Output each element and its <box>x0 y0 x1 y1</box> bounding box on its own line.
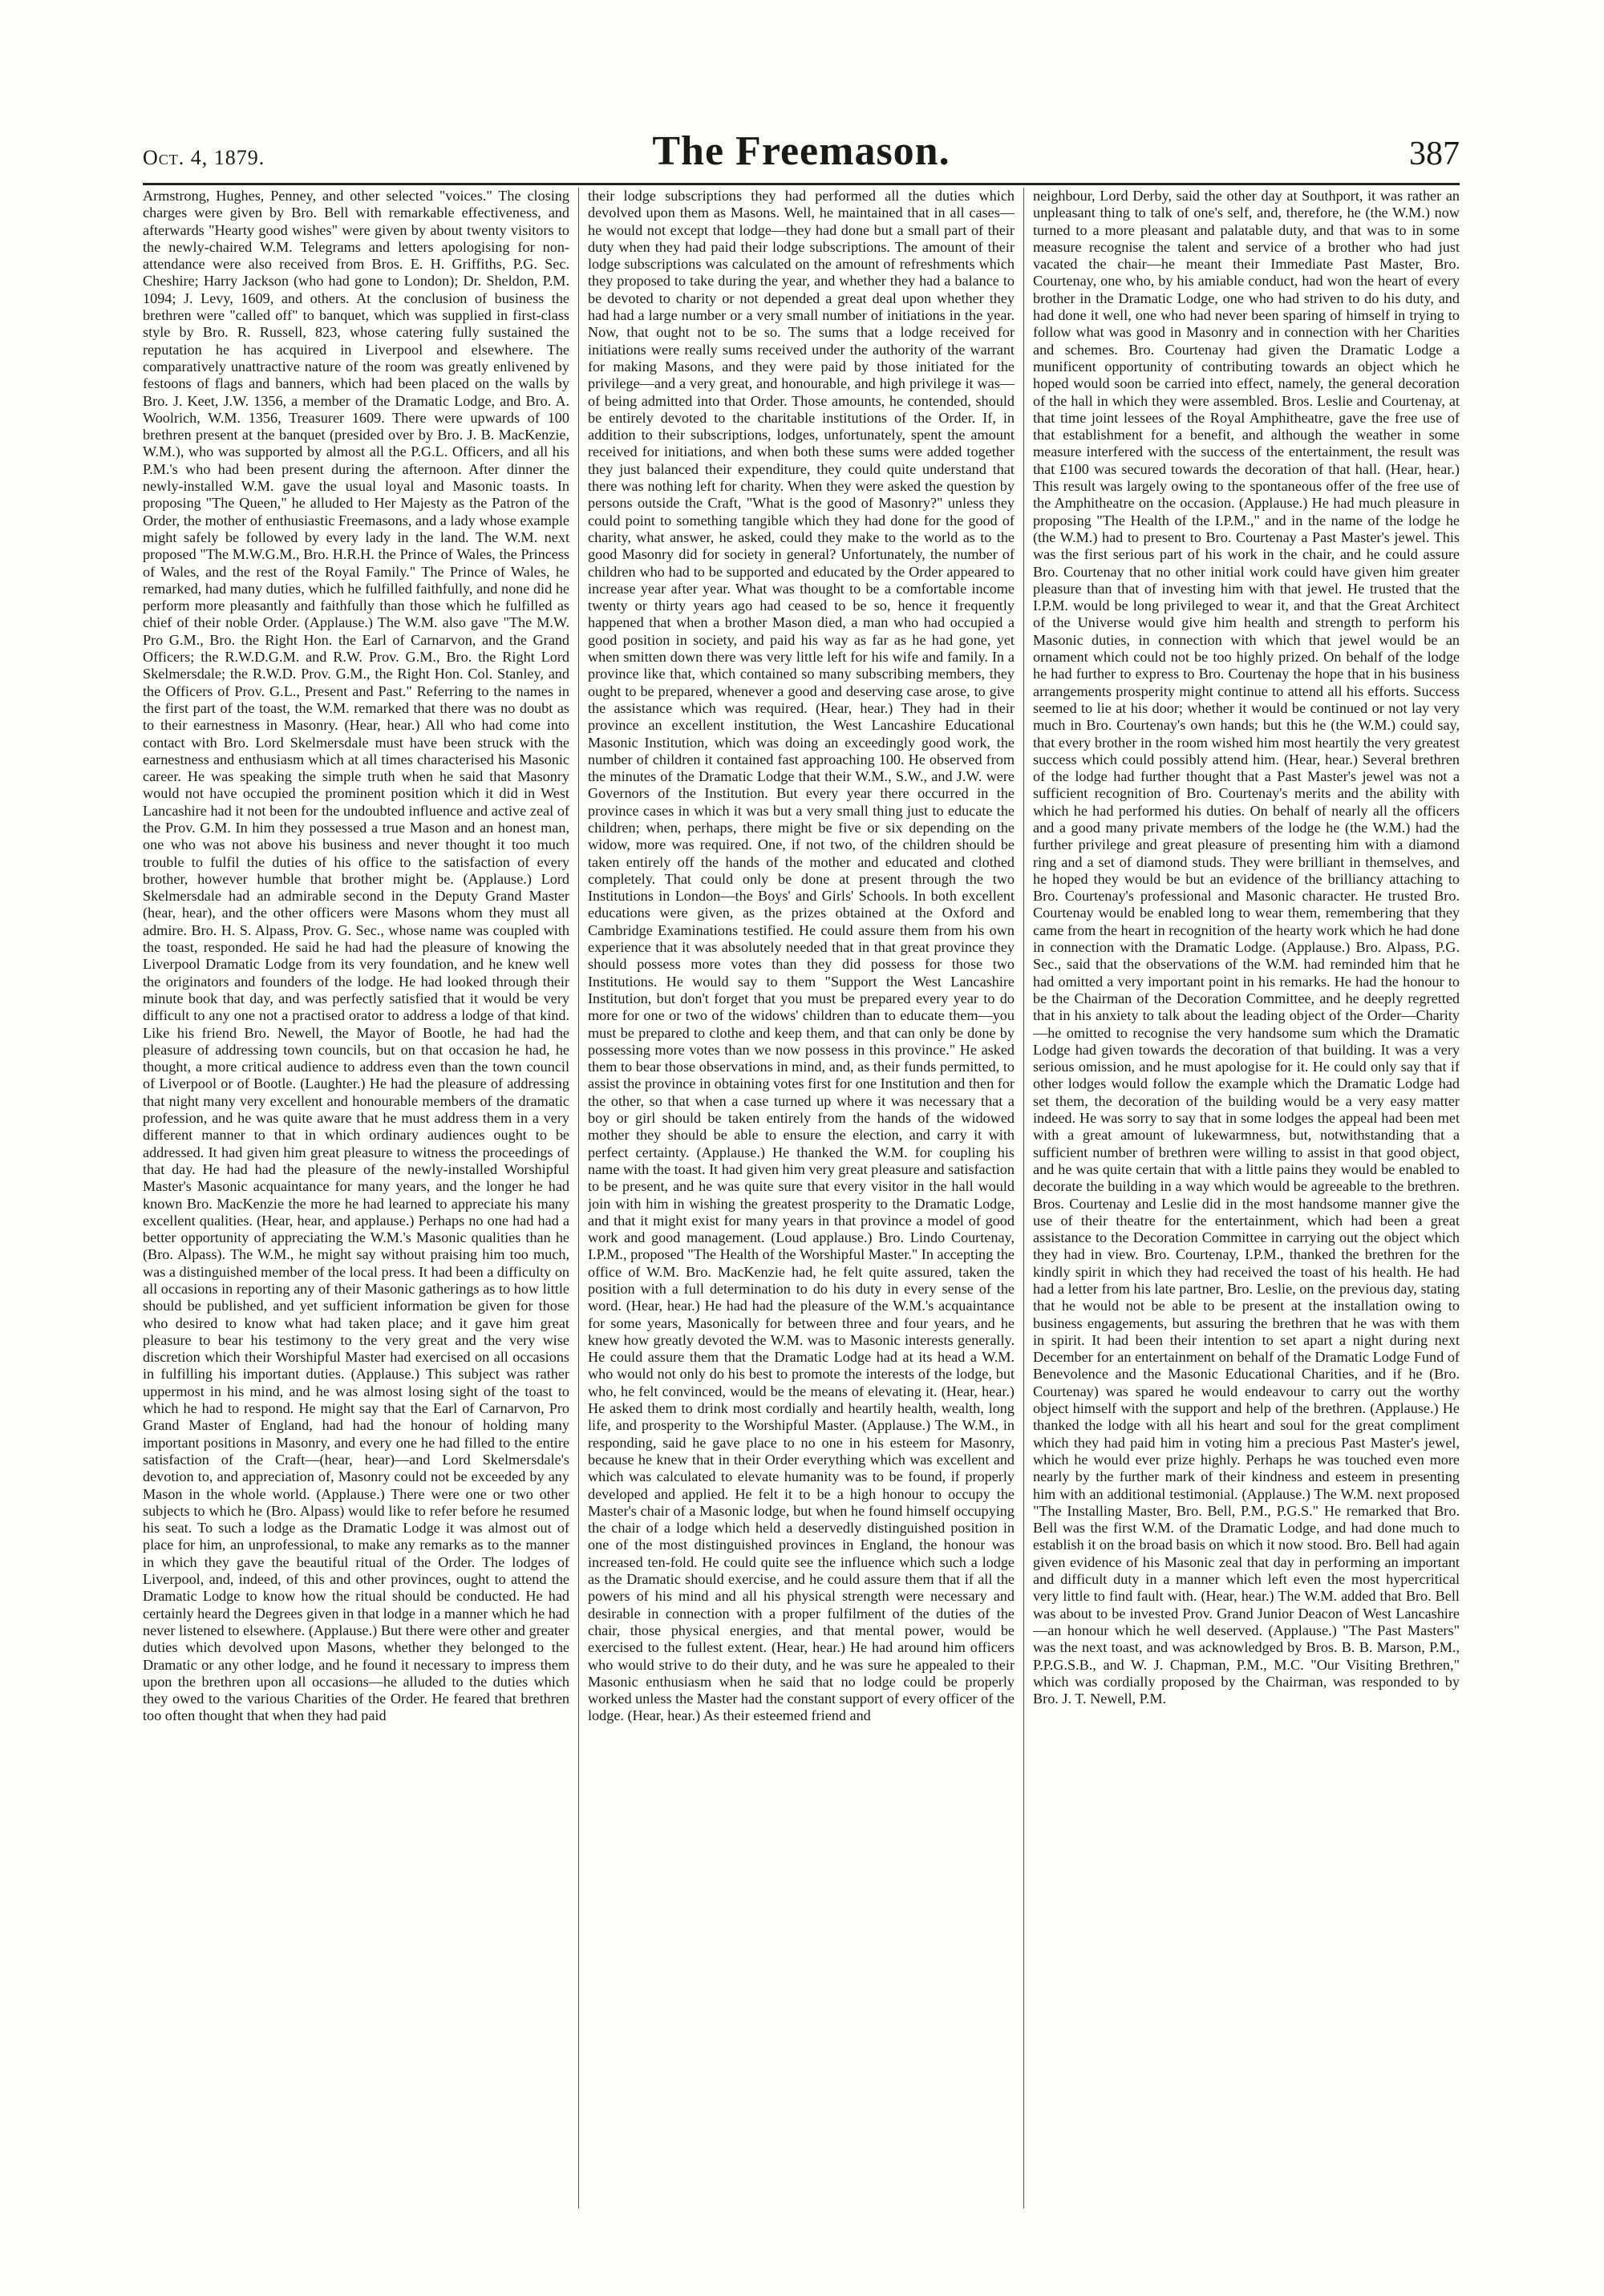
column-divider <box>578 188 579 2209</box>
column-3-text: neighbour, Lord Derby, said the other day at Southport, it was rather an unpleasant thing to talk of one's self, and, therefore, he (the W.M.) now turned to a more pleasant and palatable duty, and that was to in some measure recognise the talent and service of a brother who had just vacated the chair—he meant their Immediate Past Master, Bro. Courtenay, one who, by his amiable conduct, had won the heart of every brother in the Dramatic Lodge, one who had striven to do his duty, and had done it well, one who had never been sparing of himself in trying to follow what was good in Masonry and in connection with her Charities and schemes. Bro. Courtenay had given the Dramatic Lodge a munificent opportunity of contributing towards an object which he hoped would soon be carried into effect, namely, the general decoration of the hall in which they were assembled. Bros. Leslie and Courtenay, at that time joint lessees of the Royal Amphitheatre, gave the free use of that establishment for a benefit, and although the weather in some measure interfered with the success of the entertainment, the result was that £100 was secured towards the decoration of that hall. (Hear, hear.) This result was largely owing to the spontaneous offer of the free use of the Amphitheatre on the occasion. (Applause.) He had much pleasure in proposing "The Health of the I.P.M.," and in the name of the lodge he (the W.M.) had to present to Bro. Courtenay a Past Master's jewel. This was the first serious part of his work in the chair, and he could assure Bro. Courtenay that no other initial work could have given him greater pleasure than that of investing him with that jewel. He trusted that the I.P.M. would be long privileged to wear it, and that the Great Architect of the Universe would give him health and strength to perform his Masonic duties, in connection with which that jewel would be an ornament which could not be too highly prized. On behalf of the lodge he had further to express to Bro. Courtenay the hope that in his business arrangements prosperity might continue to attend all his efforts. Success seemed to lie at his door; whether it would be continued or not lay very much in Bro. Courtenay's own hands; but this he (the W.M.) could say, that every brother in the room wished him most heartily the very greatest success which could possibly attend him. (Hear, hear.) Several brethren of the lodge had further thought that a Past Master's jewel was not a sufficient recognition of Bro. Courtenay's merits and the ability with which he had performed his duties. On behalf of nearly all the officers and a good many private members of the lodge he (the W.M.) had the further privilege and great pleasure of presenting him with a diamond ring and a set of diamond studs. They were brilliant in themselves, and he hoped they would be but an evidence of the brilliancy attaching to Bro. Courtenay's professional and Masonic character. He trusted Bro. Courtenay would be enabled long to wear them, remembering that they came from the heart in recognition of the hearty work which he had done in connection with the Dramatic Lodge. (Applause.) Bro. Alpass, P.G. Sec., said that the observations of the W.M. had reminded him that he had omitted a very important point in his remarks. He had the honour to be the Chairman of the Decoration Committee, and he deeply regretted that in his anxiety to talk about the leading object of the Order—Charity—he omitted to recognise the very handsome sum which the Dramatic Lodge had given towards the decoration of that building. It was a very serious omission, and he must apologise for it. He could only say that if other lodges would follow the example which the Dramatic Lodge had set them, the decoration of the building would be a very easy matter indeed. He was sorry to say that in some lodges the appeal had been met with a great amount of lukewarmness, but, notwithstanding that a sufficient number of brethren were willing to assist in that good object, and he was quite certain that with a little pains they would be enabled to decorate the building in a way which would be agreeable to the brethren. Bros. Courtenay and Leslie did in the most handsome manner give the use of their theatre for the entertainment, which had been a great assistance to the Decoration Committee in carrying out the object which they had in view. Bro. Courtenay, I.P.M., thanked the brethren for the kindly spirit in which they had received the toast of his health. He had had a letter from his late partner, Bro. Leslie, on the previous day, stating that he would not be able to be present at the installation owing to business engagements, but assuring the brethren that he was with them in spirit. It had been their intention to set apart a night during next December for an entertainment on behalf of the Dramatic Lodge Fund of Benevolence and the Masonic Educational Charities, and if he (Bro. Courtenay) was spared he would endeavour to carry out the worthy object himself with the support and help of the brethren. (Applause.) He thanked the lodge with all his heart and soul for the great compliment which they had paid him in voting him a precious Past Master's jewel, which he would ever prize highly. Perhaps he was touched even more nearly by the further mark of their kindness and esteem in presenting him with an additional testimonial. (Applause.) The W.M. next proposed "The Installing Master, Bro. Bell, P.M., P.G.S." He remarked that Bro. Bell was the first W.M. of the Dramatic Lodge, and had done much to establish it on the broad basis on which it now stood. Bro. Bell had again given evidence of his Masonic zeal that day in performing an important and difficult duty in a manner which left even the most hypercritical very little to find fault with. (Hear, hear.) The W.M. added that Bro. Bell was about to be invested Prov. Grand Junior Deacon of West Lancashire—an honour which he well deserved. (Applause.) "The Past Masters" was the next toast, and was acknowledged by Bros. B. B. Marson, P.M., P.P.G.S.B., and W. J. Chapman, P.M., M.C. "Our Visiting Brethren," which was cordially proposed by the Chairman, was responded to by Bro. J. T. Newell, P.M. <box>1033 188 1460 1707</box>
column-1 <box>143 188 569 2209</box>
masthead <box>143 120 1460 176</box>
page-number: 387 <box>1409 136 1460 172</box>
issue-date: Oct. 4, 1879. <box>143 146 265 169</box>
newspaper-title: The Freemason. <box>652 128 950 174</box>
column-2 <box>588 188 1015 2209</box>
column-divider <box>1023 188 1024 2209</box>
column-2-text: their lodge subscriptions they had performed all the duties which devolved upon them as Masons. Well, he maintained that in all cases—he would not except that lodge—they had done but a small part of their duty when they had paid their lodge subscriptions. The amount of their lodge subscriptions was calculated on the amount of refreshments which they proposed to take during the year, and whether they had a balance to be devoted to charity or not depended a great deal upon whether they had had a large number or a very small number of initiations in the year. Now, that ought not to be so. The sums that a lodge received for initiations were really sums received under the authority of the warrant for making Masons, and they were paid by those initiated for the privilege—and a very great, and honourable, and high privilege it was—of being admitted into that Order. Those amounts, he contended, should be entirely devoted to the charitable institutions of the Order. If, in addition to their subscriptions, lodges, unfortunately, spent the amount received for initiations, and when both these sums were added together they just balanced their expenditure, they could quite understand that there was nothing left for charity. When they were asked the question by persons outside the Craft, "What is the good of Masonry?" unless they could point to something tangible which they had done for the good of charity, what answer, he asked, could they make to the world as to the good Masonry did for society in general? Unfortunately, the number of children who had to be supported and educated by the Order appeared to increase year after year. What was thought to be a comfortable income twenty or thirty years ago had ceased to be so, hence it frequently happened that when a brother Mason died, a man who had occupied a good position in society, and paid his way as far as he had gone, yet when smitten down there was very little left for his wife and family. In a province like that, which contained so many subscribing members, they ought to be prepared, whenever a good and deserving case arose, to give the assistance which was required. (Hear, hear.) They had in their province an excellent institution, the West Lancashire Educational Masonic Institution, which was doing an exceedingly good work, the number of children it contained fast approaching 100. He observed from the minutes of the Dramatic Lodge that their W.M., S.W., and J.W. were Governors of the Institution. But every year there occurred in the province cases in which it was but a very small thing just to educate the children; when, perhaps, there might be five or six depending on the widow, more was required. One, if not two, of the children should be taken entirely off the hands of the mother and educated and clothed completely. That could only be done at present through the two Institutions in London—the Boys' and Girls' Schools. In both excellent educations were given, as the prizes obtained at the Oxford and Cambridge Examinations testified. He could assure them from his own experience that it was absolutely needed that in that great province they should possess more votes than they did possess for those two Institutions. He would say to them "Support the West Lancashire Institution, but don't forget that you must be prepared every year to do more for one or two of the widows' children than to educate them—you must be prepared to clothe and keep them, and that can only be done by possessing more votes than we now possess in this province." He asked them to bear those observations in mind, and, as their funds permitted, to assist the province in obtaining votes first for one Institution and then for the other, so that when a case turned up where it was necessary that a boy or girl should be taken entirely from the hands of the widowed mother they should be able to ensure the election, and carry it with perfect certainty. (Applause.) He thanked the W.M. for coupling his name with the toast. It had given him very great pleasure and satisfaction to be present, and he was quite sure that every visitor in the hall would join with him in wishing the greatest prosperity to the Dramatic Lodge, and that it might exist for many years in that province a model of good work and good management. (Loud applause.) Bro. Lindo Courtenay, I.P.M., proposed "The Health of the Worshipful Master." In accepting the office of W.M. Bro. MacKenzie had, he felt quite assured, taken the position with a full determination to do his duty in every sense of the word. (Hear, hear.) He had had the pleasure of the W.M.'s acquaintance for some years, Masonically for between three and four years, and he knew how greatly devoted the W.M. was to Masonic interests generally. He could assure them that the Dramatic Lodge had at its head a W.M. who would not only do his best to promote the interests of the lodge, but who, he felt convinced, would be the means of elevating it. (Hear, hear.) He asked them to drink most cordially and heartily health, wealth, long life, and prosperity to the Worshipful Master. (Applause.) The W.M., in responding, said he gave place to no one in his esteem for Masonry, because he knew that in their Order everything which was excellent and which was calculated to elevate humanity was to be found, if properly developed and applied. He felt it to be a high honour to occupy the Master's chair of a Masonic lodge, but when he found himself occupying the chair of a lodge which held a deservedly distinguished position in one of the most distinguished provinces in England, the honour was increased ten-fold. He could quite see the influence which such a lodge as the Dramatic should exercise, and he could assure them that if all the powers of his mind and all his physical strength were necessary and desirable in connection with a proper fulfilment of the duties of the chair, those physical energies, and that mental power, would be exercised to the fullest extent. (Hear, hear.) He had around him officers who would strive to do their duty, and he was sure he appealed to their Masonic enthusiasm when he said that no lodge could be properly worked unless the Master had the constant support of every officer of the lodge. (Hear, hear.) As their esteemed friend and <box>588 188 1015 1724</box>
article-columns <box>143 188 1460 2209</box>
column-3 <box>1033 188 1460 2209</box>
header-rule <box>143 183 1460 185</box>
column-1-text: Armstrong, Hughes, Penney, and other selected "voices." The closing charges were given by Bro. Bell with remarkable effectiveness, and afterwards "Hearty good wishes" were given by about twenty visitors to the newly-chaired W.M. Telegrams and letters apologising for non-attendance were also received from Bros. E. H. Griffiths, P.G. Sec. Cheshire; Harry Jackson (who had gone to London); Dr. Sheldon, P.M. 1094; J. Levy, 1609, and others. At the conclusion of business the brethren were "called off" to banquet, which was supplied in first-class style by Bro. R. Russell, 823, whose catering fully sustained the reputation he has acquired in Liverpool and elsewhere. The comparatively unattractive nature of the room was greatly enlivened by festoons of flags and banners, which had been placed on the walls by Bro. J. Keet, J.W. 1356, a member of the Dramatic Lodge, and Bro. A. Woolrich, W.M. 1356, Treasurer 1609. There were upwards of 100 brethren present at the banquet (presided over by Bro. J. B. MacKenzie, W.M.), who was supported by almost all the P.G.L. Officers, and all his P.M.'s who had been present during the afternoon. After dinner the newly-installed W.M. gave the usual loyal and Masonic toasts. In proposing "The Queen," he alluded to Her Majesty as the Patron of the Order, the mother of enthusiastic Freemasons, and a lady whose example might safely be followed by every lady in the land. The W.M. next proposed "The M.W.G.M., Bro. H.R.H. the Prince of Wales, the Princess of Wales, and the rest of the Royal Family." The Prince of Wales, he remarked, had many duties, which he fulfilled faithfully, and none did he perform more pleasantly and faithfully than those which he fulfilled as chief of their noble Order. (Applause.) The W.M. also gave "The M.W. Pro G.M., Bro. the Right Hon. the Earl of Carnarvon, and the Grand Officers; the R.W.D.G.M. and R.W. Prov. G.M., Bro. the Right Lord Skelmersdale; the R.W.D. Prov. G.M., the Right Hon. Col. Stanley, and the Officers of Prov. G.L., Present and Past." Referring to the names in the first part of the toast, the W.M. remarked that there was no doubt as to their earnestness in Masonry. (Hear, hear.) All who had come into contact with Bro. Lord Skelmersdale must have been struck with the earnestness and enthusiasm which at all times characterised his Masonic career. He was speaking the simple truth when he said that Masonry would not have occupied the prominent position which it did in West Lancashire had it not been for the undoubted influence and active zeal of the Prov. G.M. In him they possessed a true Mason and an honest man, one who was not above his business and never thought it too much trouble to fulfil the duties of his office to the satisfaction of every brother, however humble that brother might be. (Applause.) Lord Skelmersdale had an admirable second in the Deputy Grand Master (hear, hear), and the other officers were Masons whom they must all admire. Bro. H. S. Alpass, Prov. G. Sec., whose name was coupled with the toast, responded. He said he had had the pleasure of knowing the Liverpool Dramatic Lodge from its very foundation, and he knew well the originators and founders of the lodge. He had looked through their minute book that day, and was perfectly satisfied that it would be very difficult to any one not a practised orator to address a lodge of that kind. Like his friend Bro. Newell, the Mayor of Bootle, he had had the pleasure of addressing town councils, but on that occasion he had, he thought, a more critical audience to address even than the town council of Liverpool or of Bootle. (Laughter.) He had the pleasure of addressing that night many very excellent and honourable members of the dramatic profession, and he was quite aware that he must address them in a very different manner to that in which ordinary audiences ought to be addressed. It had given him great pleasure to witness the proceedings of that day. He had had the pleasure of the newly-installed Worshipful Master's Masonic acquaintance for many years, and the longer he had known Bro. MacKenzie the more he had learned to appreciate his many excellent qualities. (Hear, hear, and applause.) Perhaps no one had had a better opportunity of appreciating the W.M.'s Masonic qualities than he (Bro. Alpass). The W.M., he might say without praising him too much, was a distinguished member of the local press. It had been a difficulty on all occasions in reporting any of their Masonic gatherings as to how little should be published, and yet sufficient information be given for those who desired to know what had taken place; and it gave him great pleasure to bear his testimony to the very great and the very wise discretion which their Worshipful Master had exercised on all occasions in fulfilling his important duties. (Applause.) This subject was rather uppermost in his mind, and he was almost losing sight of the toast to which he had to respond. He might say that the Earl of Carnarvon, Pro Grand Master of England, had had the honour of holding many important positions in Masonry, and every one he had filled to the entire satisfaction of the Craft—(hear, hear)—and Lord Skelmersdale's devotion to, and appreciation of, Masonry could not be exceeded by any Mason in the whole world. (Applause.) There were one or two other subjects to which he (Bro. Alpass) would like to refer before he resumed his seat. To such a lodge as the Dramatic Lodge it was almost out of place for him, an unprofessional, to make any remarks as to the manner in which they gave the beautiful ritual of the Order. The lodges of Liverpool, and, indeed, of this and other provinces, ought to attend the Dramatic Lodge to know how the ritual should be conducted. He had certainly heard the Degrees given in that lodge in a manner which he had never listened to elsewhere. (Applause.) But there were other and greater duties which devolved upon Masons, whether they belonged to the Dramatic or any other lodge, and he found it necessary to impress them upon the brethren upon all occasions—he alluded to the duties which they owed to the various Charities of the Order. He feared that brethren too often thought that when they had paid <box>143 188 569 1724</box>
